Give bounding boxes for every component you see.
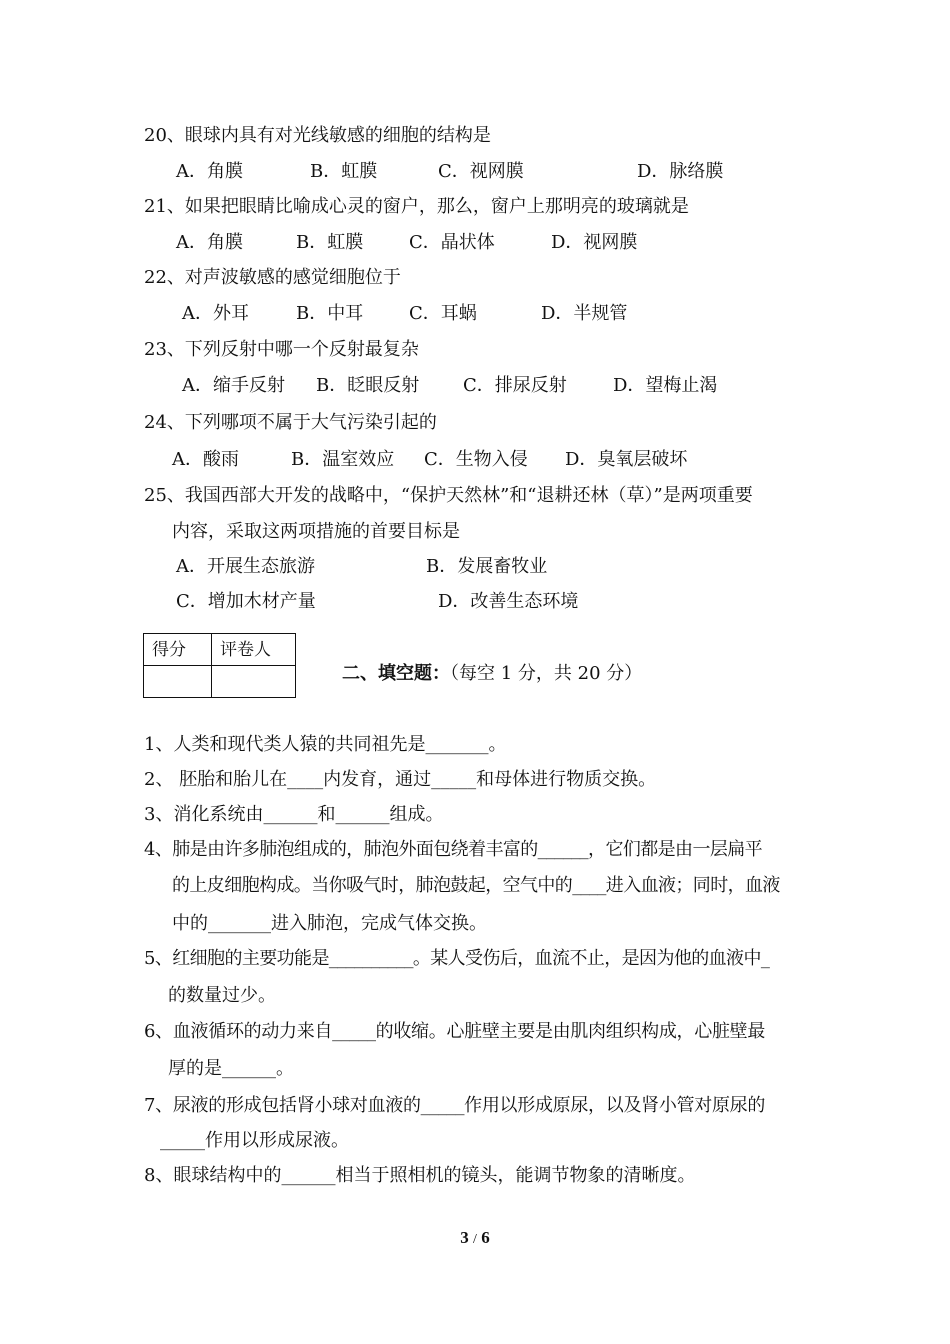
question-22-option-a: A．外耳: [182, 303, 249, 324]
question-24-option-d: D．臭氧层破坏: [565, 449, 688, 470]
page-number: [0, 1228, 950, 1248]
question-21-option-d: D．视网膜: [551, 232, 638, 253]
score-header: 得分: [144, 634, 212, 666]
question-21-stem: 21、如果把眼睛比喻成心灵的窗户，那么，窗户上那明亮的玻璃就是: [144, 196, 689, 217]
question-20-option-a: A．角膜: [176, 161, 243, 182]
fill-line-4: 4、肺是由许多肺泡组成的，肺泡外面包绕着丰富的______，它们都是由一层扁平: [144, 839, 763, 860]
question-22-option-c: C．耳蜗: [409, 303, 477, 324]
fill-line-3: 3、消化系统由______和______组成。: [144, 804, 444, 825]
question-24-option-a: A．酸雨: [172, 449, 239, 470]
question-23-stem: 23、下列反射中哪一个反射最复杂: [144, 339, 419, 360]
page-total: 6: [481, 1228, 490, 1247]
score-table: [143, 633, 296, 698]
question-24-option-b: B．温室效应: [291, 449, 395, 470]
fill-line-4-cont1: 的上皮细胞构成。当你吸气时，肺泡鼓起，空气中的____进入血液；同时，血液: [172, 875, 780, 896]
question-25-option-c: C．增加木材产量: [176, 591, 316, 612]
fill-line-5: 5、红细胞的主要功能是__________。某人受伤后，血流不止，是因为他的血液中_: [144, 948, 770, 969]
page-separator: /: [473, 1232, 477, 1247]
section-2-title: 二、填空题：: [342, 663, 450, 684]
fill-line-7: 7、尿液的形成包括肾小球对血液的_____作用以形成原尿，以及肾小管对原尿的: [144, 1095, 766, 1116]
question-25-option-a: A．开展生态旅游: [176, 556, 315, 577]
question-23-option-a: A．缩手反射: [182, 375, 285, 396]
question-25-option-b: B．发展畜牧业: [426, 556, 548, 577]
question-20-option-c: C．视网膜: [438, 161, 524, 182]
score-cell: [144, 666, 212, 698]
grader-header: 评卷人: [212, 634, 296, 666]
question-22-stem: 22、对声波敏感的感觉细胞位于: [144, 267, 401, 288]
question-23-option-d: D．望梅止渴: [613, 375, 718, 396]
fill-line-1: 1、人类和现代类人猿的共同祖先是_______。: [144, 734, 507, 755]
question-24-option-c: C．生物入侵: [424, 449, 528, 470]
question-25-stem-continued: 内容，采取这两项措施的首要目标是: [172, 521, 460, 542]
question-22-option-b: B．中耳: [296, 303, 364, 324]
question-24-stem: 24、下列哪项不属于大气污染引起的: [144, 412, 437, 433]
question-21-option-b: B．虹膜: [296, 232, 364, 253]
section-2-note: （每空 1 分，共 20 分）: [450, 663, 643, 684]
question-21-option-a: A．角膜: [176, 232, 243, 253]
fill-line-7-cont: _____作用以形成尿液。: [160, 1130, 349, 1151]
fill-line-5-cont: 的数量过少。: [168, 985, 276, 1006]
question-25-stem: 25、我国西部大开发的战略中，“保护天然林”和“退耕还林（草）”是两项重要: [144, 485, 753, 506]
question-22-option-d: D．半规管: [541, 303, 628, 324]
page-current: 3: [460, 1228, 469, 1247]
question-20-option-b: B．虹膜: [310, 161, 378, 182]
question-25-option-d: D．改善生态环境: [438, 591, 579, 612]
fill-line-2: 2、 胚胎和胎儿在____内发育，通过_____和母体进行物质交换。: [144, 769, 657, 790]
question-23-option-c: C．排尿反射: [463, 375, 567, 396]
grader-cell: [212, 666, 296, 698]
fill-line-8: 8、眼球结构中的______相当于照相机的镜头，能调节物象的清晰度。: [144, 1165, 696, 1186]
fill-line-6: 6、血液循环的动力来自_____的收缩。心脏壁主要是由肌肉组织构成，心脏壁最: [144, 1021, 766, 1042]
question-20-stem: 20、眼球内具有对光线敏感的细胞的结构是: [144, 125, 491, 146]
question-23-option-b: B．眨眼反射: [316, 375, 420, 396]
fill-line-4-cont2: 中的_______进入肺泡，完成气体交换。: [172, 913, 487, 934]
question-21-option-c: C．晶状体: [409, 232, 495, 253]
fill-line-6-cont: 厚的是______。: [168, 1058, 294, 1079]
question-20-option-d: D．脉络膜: [637, 161, 724, 182]
section-2-heading: [342, 662, 642, 686]
